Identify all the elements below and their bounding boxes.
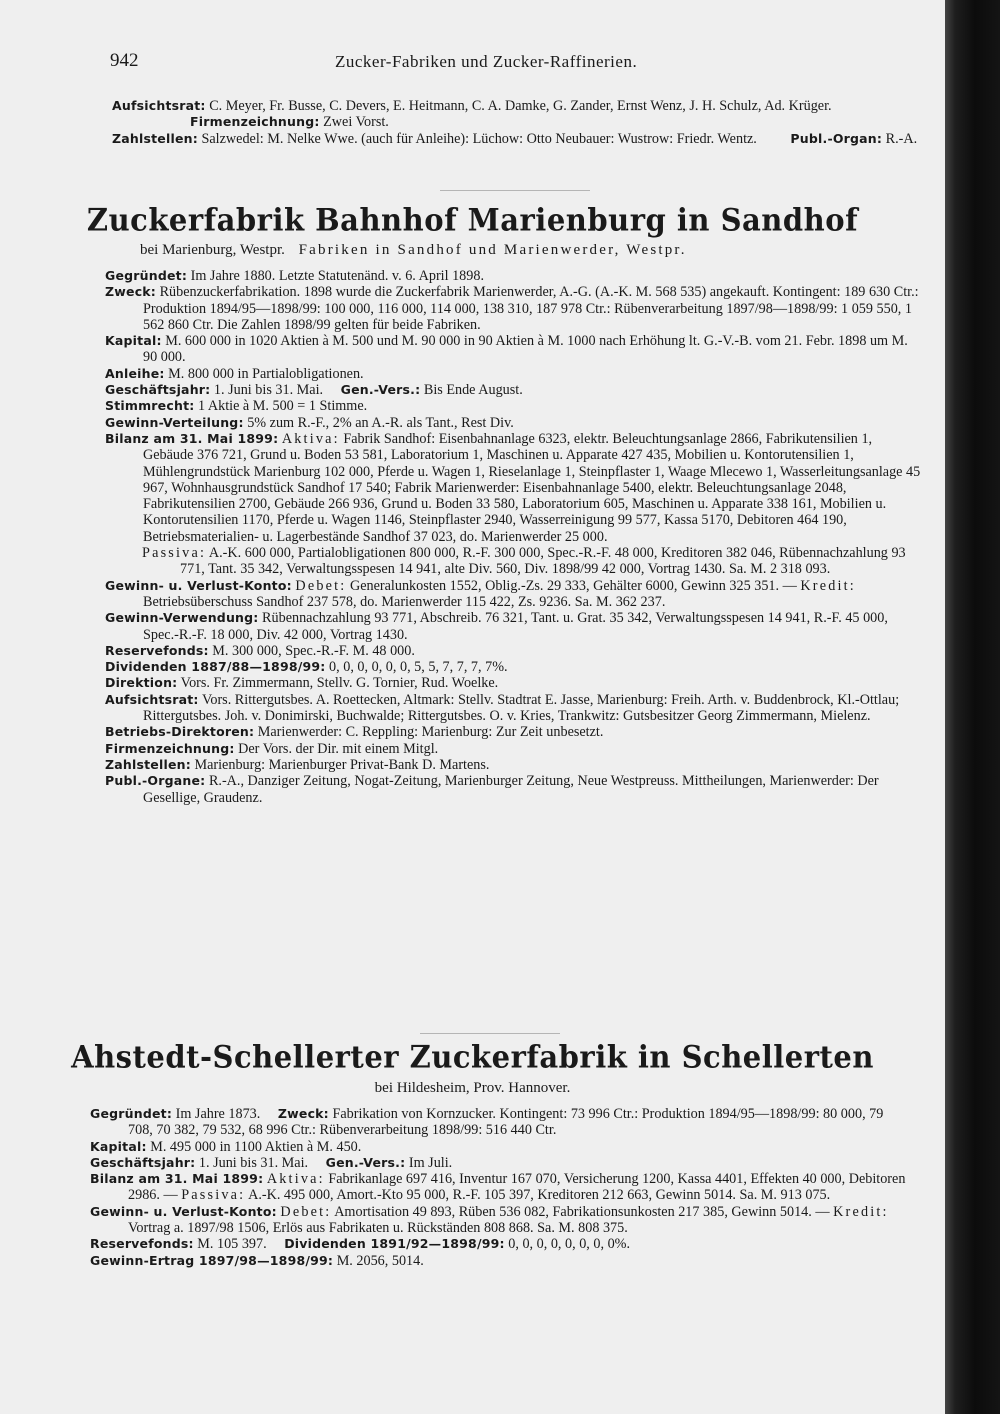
entry-label: Gegründet: bbox=[90, 1106, 173, 1121]
entry-text: M. 600 000 in 1020 Aktien à M. 500 und M. 90 000 in 90 Aktien à M. 1000 nach Erhöhung lt. G.-V.-B. vom 21. Febr. 1898 um M. 90 000. bbox=[143, 333, 908, 366]
entry bbox=[105, 773, 923, 806]
entry-text: A.-K. 495 000, Amort.-Kto 95 000, R.-F. 105 397, Kreditoren 212 663, Gewinn 5014. Sa. M. 913 075. bbox=[248, 1187, 831, 1204]
entry-text: R.-A., Danziger Zeitung, Nogat-Zeitung, Marienburger Zeitung, Neue Westpreuss. Mittheilungen, Marienwerder: Der Gesellige, Graudenz. bbox=[143, 773, 879, 806]
entry-spaced-label: Kredit: bbox=[800, 577, 856, 594]
entry-label: Reservefonds: bbox=[90, 1236, 194, 1252]
entry-spaced-label: Passiva: bbox=[181, 1187, 246, 1204]
company-location: bei Hildesheim, Prov. Hannover. bbox=[374, 1080, 571, 1096]
entry-label: Stimmrecht: bbox=[105, 398, 195, 414]
entry-label: Dividenden 1891/92—1898/99: bbox=[284, 1236, 505, 1252]
entry-label: Reservefonds: bbox=[105, 642, 209, 658]
entry bbox=[105, 431, 923, 545]
entry-label: Aufsichtsrat: bbox=[112, 98, 206, 113]
entry-text: M. 2056, 5014. bbox=[336, 1252, 424, 1269]
page-header bbox=[110, 50, 930, 74]
entry-spaced-label: Debet: bbox=[295, 577, 347, 594]
company2-entries bbox=[90, 1106, 908, 1269]
entry bbox=[90, 1171, 908, 1204]
entry bbox=[105, 268, 923, 284]
company-title: Ahstedt-Schellerter Zuckerfabrik in Schellerten bbox=[71, 1039, 874, 1075]
entry-label: Publ.-Organ: bbox=[790, 130, 883, 146]
entry-text: R.-A. bbox=[885, 130, 918, 147]
entry bbox=[105, 398, 923, 414]
entry bbox=[105, 382, 923, 398]
entry-text: Generalunkosten 1552, Oblig.-Zs. 29 333, Gehälter 6000, Gewinn 325 351. — bbox=[349, 577, 797, 594]
book-edge-shadow bbox=[945, 0, 1000, 1414]
entry-text: Vors. Fr. Zimmermann, Stellv. G. Tornier, Rud. Woelke. bbox=[180, 675, 499, 692]
entry bbox=[90, 1106, 908, 1139]
company-location-spaced: Fabriken in Sandhof und Marienwerder, Westpr. bbox=[298, 242, 687, 258]
section-divider bbox=[420, 1033, 560, 1034]
company-title: Zuckerfabrik Bahnhof Marienburg in Sandhof bbox=[86, 202, 859, 238]
page-number: 942 bbox=[110, 50, 139, 71]
entry-text: C. Meyer, Fr. Busse, C. Devers, E. Heitmann, C. A. Damke, G. Zander, Ernst Wenz, J. H. Schulz, Ad. Krüger. bbox=[209, 98, 832, 114]
entry-text: Vors. Rittergutsbes. A. Roettecken, Altmark: Stellv. Stadtrat E. Jasse, Marienburg: Freih. Arth. v. Buddenbrock, Kl.-Ottlau; Rittergutsbes. Joh. v. Donimirski, Buchwalde; Rittergutsbes. O. v. Kries, Trankwitz: Gutsbesitzer Georg Zimmermann, Mielenz. bbox=[143, 691, 900, 725]
entry-text: Marienwerder: C. Reppling: Marienburg: Zur Zeit unbesetzt. bbox=[257, 724, 604, 741]
entry bbox=[105, 578, 923, 611]
entry-label: Direktion: bbox=[105, 675, 178, 691]
entry-text: Im Jahre 1873. bbox=[175, 1106, 261, 1122]
entry-text: A.-K. 600 000, Partialobligationen 800 000, R.-F. 300 000, Spec.-R.-F. 48 000, Kreditoren 382 046, Rübennachzahlung 93 771, Tant. 35 342, Verwaltungsspesen 14 941, alte Div. 560, Div. 1898/99 42 000, Vortrag 1430. Sa. M. 2 318 093. bbox=[180, 545, 906, 578]
top-aufsichtsrat bbox=[112, 98, 937, 131]
entry-label: Bilanz am 31. Mai 1899: bbox=[90, 1171, 264, 1187]
entry-label: Gewinn-Verwendung: bbox=[105, 610, 259, 626]
entry-text: Rübenzuckerfabrikation. 1898 wurde die Zuckerfabrik Marienwerder, A.-G. (A.-K. M. 568 535) angekauft. Kontingent: 189 630 Ctr.: Produktion 1894/95—1898/99: 100 000, 116 000, 114 000, 138 310, 187 978 Ctr.: Rübenverarbeitung 1897/98—1898/99: 1 059 550, 1 562 860 Ctr. Die Zahlen 1898/99 gelten für beide Fabriken. bbox=[143, 284, 919, 333]
entry-label: Firmenzeichnung: bbox=[105, 740, 235, 756]
entry-spaced-label: Debet: bbox=[280, 1203, 332, 1220]
entry-label: Bilanz am 31. Mai 1899: bbox=[105, 430, 279, 446]
entry-text: M. 105 397. bbox=[197, 1236, 267, 1253]
entry-label: Gen.-Vers.: bbox=[340, 382, 421, 398]
company1-entries bbox=[105, 268, 923, 806]
entry-text: Zwei Vorst. bbox=[323, 114, 389, 131]
entry bbox=[105, 415, 923, 431]
entry-text: Amortisation 49 893, Rüben 536 082, Fabrikationsunkosten 217 385, Gewinn 5014. — bbox=[334, 1203, 830, 1220]
entry bbox=[105, 675, 923, 691]
entry-label: Zweck: bbox=[277, 1106, 329, 1121]
entry-text: Fabrikanlage 697 416, Inventur 167 070, Versicherung 1200, Kassa 4401, Effekten 40 000, Debitoren 2986. — bbox=[128, 1171, 906, 1204]
entry bbox=[105, 724, 923, 740]
entry bbox=[105, 333, 923, 366]
entry-label: Geschäftsjahr: bbox=[105, 382, 211, 398]
entry-label: Dividenden 1887/88—1898/99: bbox=[105, 659, 326, 675]
entry-label: Kapital: bbox=[90, 1138, 147, 1154]
entry-label: Gewinn-Verteilung: bbox=[105, 414, 244, 430]
entry-text: Fabrik Sandhof: Eisenbahnanlage 6323, elektr. Beleuchtungsanlage 2866, Fabrikutensilien 1, Gebäude 376 721, Grund u. Boden 53 581, Laboratorium 1, Maschinen u. Apparate 427 435, Mobilien u. Kontorutensilien 1, Mühlengrundstück Marienburg 102 000, Pferde u. Wagen 1, Rieselanlage 1, Steinpflaster 1, Waage Mlecewo 1, Wasserleitungsanlage 45 967, Wohnhausgrundstück Sandhof 17 540; Fabrik Marienwerder: Eisenbahnanlage 5400, elektr. Beleuchtungsanlage 2048, Fabrikutensilien 2700, Gebäude 266 936, Grund u. Boden 33 580, Laboratorium 605, Maschinen u. Apparate 338 161, Mobilien u. Kontorutensilien 1170, Pferde u. Wagen 1146, Steinpflaster 2940, Wasserreinigung 99 577, Kassa 5170, Debitoren 464 190, Betriebsmaterialien- u. Lagerbestände Sandhof 37 023, do. Marienwerder 25 000. bbox=[143, 430, 921, 545]
entry-text: 0, 0, 0, 0, 0, 0, 0, 0%. bbox=[508, 1236, 631, 1253]
entry-text: Im Juli. bbox=[408, 1154, 453, 1171]
entry-label: Kapital: bbox=[105, 333, 162, 349]
running-title: Zucker-Fabriken und Zucker-Raffinerien. bbox=[335, 52, 638, 71]
entry bbox=[105, 366, 923, 382]
entry-text: Salzwedel: M. Nelke Wwe. (auch für Anleihe): Lüchow: Otto Neubauer: Wustrow: Friedr. Wentz. bbox=[201, 130, 757, 147]
entry-label: Geschäftsjahr: bbox=[90, 1154, 196, 1170]
entry-label: Zahlstellen: bbox=[112, 130, 198, 146]
entry-text: Vortrag a. 1897/98 1506, Erlös aus Fabrikaten u. Rückständen 808 868. Sa. M. 808 375. bbox=[128, 1220, 628, 1237]
entry-label: Firmenzeichnung: bbox=[190, 114, 320, 130]
entry-label: Zahlstellen: bbox=[105, 756, 191, 772]
entry-spaced-label: Passiva: bbox=[142, 545, 207, 562]
entry-text: 5% zum R.-F., 2% an A.-R. als Tant., Rest Div. bbox=[247, 414, 514, 431]
entry bbox=[90, 1139, 908, 1155]
entry-spaced-label: Aktiva: bbox=[266, 1171, 325, 1188]
entry bbox=[105, 741, 923, 757]
entry bbox=[105, 757, 923, 773]
section-divider bbox=[440, 190, 590, 191]
entry-label: Publ.-Organe: bbox=[105, 773, 206, 789]
entry bbox=[90, 1204, 908, 1237]
entry-text: Bis Ende August. bbox=[423, 382, 523, 399]
entry-label: Gewinn- u. Verlust-Konto: bbox=[90, 1203, 277, 1219]
company-location bbox=[140, 242, 920, 259]
entry-text: 0, 0, 0, 0, 0, 0, 5, 5, 7, 7, 7, 7%. bbox=[329, 659, 508, 676]
entry bbox=[90, 1155, 908, 1171]
entry-label: Gen.-Vers.: bbox=[325, 1154, 406, 1170]
entry-text: Marienburg: Marienburger Privat-Bank D. Martens. bbox=[194, 756, 490, 773]
entry-spaced-label: Kredit: bbox=[833, 1203, 889, 1220]
entry bbox=[105, 643, 923, 659]
entry-text: 1. Juni bis 31. Mai. bbox=[213, 382, 324, 399]
entry bbox=[90, 1236, 908, 1252]
top-fragment bbox=[112, 98, 937, 147]
entry-text: Im Jahre 1880. Letzte Statutenänd. v. 6. April 1898. bbox=[190, 268, 485, 284]
entry-text: Der Vors. der Dir. mit einem Mitgl. bbox=[238, 740, 439, 757]
entry-text: Rübennachzahlung 93 771, Abschreib. 76 321, Tant. u. Grat. 35 342, Verwaltungsspesen 14 941, R.-F. 45 000, Spec.-R.-F. 18 000, Div. 42 000, Vortrag 1430. bbox=[143, 610, 888, 643]
entry bbox=[105, 545, 923, 578]
entry-text: 1 Aktie à M. 500 = 1 Stimme. bbox=[198, 398, 368, 415]
top-zahlstellen bbox=[112, 131, 937, 147]
entry-label: Zweck: bbox=[105, 284, 157, 300]
entry-spaced-label: Aktiva: bbox=[281, 430, 340, 447]
entry-text: M. 495 000 in 1100 Aktien à M. 450. bbox=[150, 1138, 362, 1155]
entry-label: Gegründet: bbox=[105, 268, 188, 283]
entry bbox=[105, 692, 923, 725]
entry-text: 1. Juni bis 31. Mai. bbox=[198, 1154, 309, 1171]
entry-text: Betriebsüberschuss Sandhof 237 578, do. Marienwerder 115 422, Zs. 9236. Sa. M. 362 237. bbox=[143, 593, 666, 610]
entry-label: Anleihe: bbox=[105, 365, 165, 381]
entry-label: Aufsichtsrat: bbox=[105, 691, 199, 707]
entry bbox=[105, 284, 923, 333]
entry bbox=[105, 659, 923, 675]
company-location-text: bei Marienburg, Westpr. bbox=[140, 242, 285, 258]
entry-label: Gewinn-Ertrag 1897/98—1898/99: bbox=[90, 1252, 334, 1268]
entry-text: M. 800 000 in Partialobligationen. bbox=[168, 365, 364, 382]
entry-label: Betriebs-Direktoren: bbox=[105, 724, 255, 740]
entry-text: Fabrikation von Kornzucker. Kontingent: 73 996 Ctr.: Produktion 1894/95—1898/99: 80 000, 79 708, 70 382, 79 532, 68 996 Ctr.: Rübenverarbeitung 1898/99: 516 440 Ctr. bbox=[128, 1106, 884, 1139]
entry-text: M. 300 000, Spec.-R.-F. M. 48 000. bbox=[212, 642, 415, 659]
entry-label: Gewinn- u. Verlust-Konto: bbox=[105, 577, 292, 593]
entry bbox=[90, 1253, 908, 1269]
entry bbox=[105, 610, 923, 643]
